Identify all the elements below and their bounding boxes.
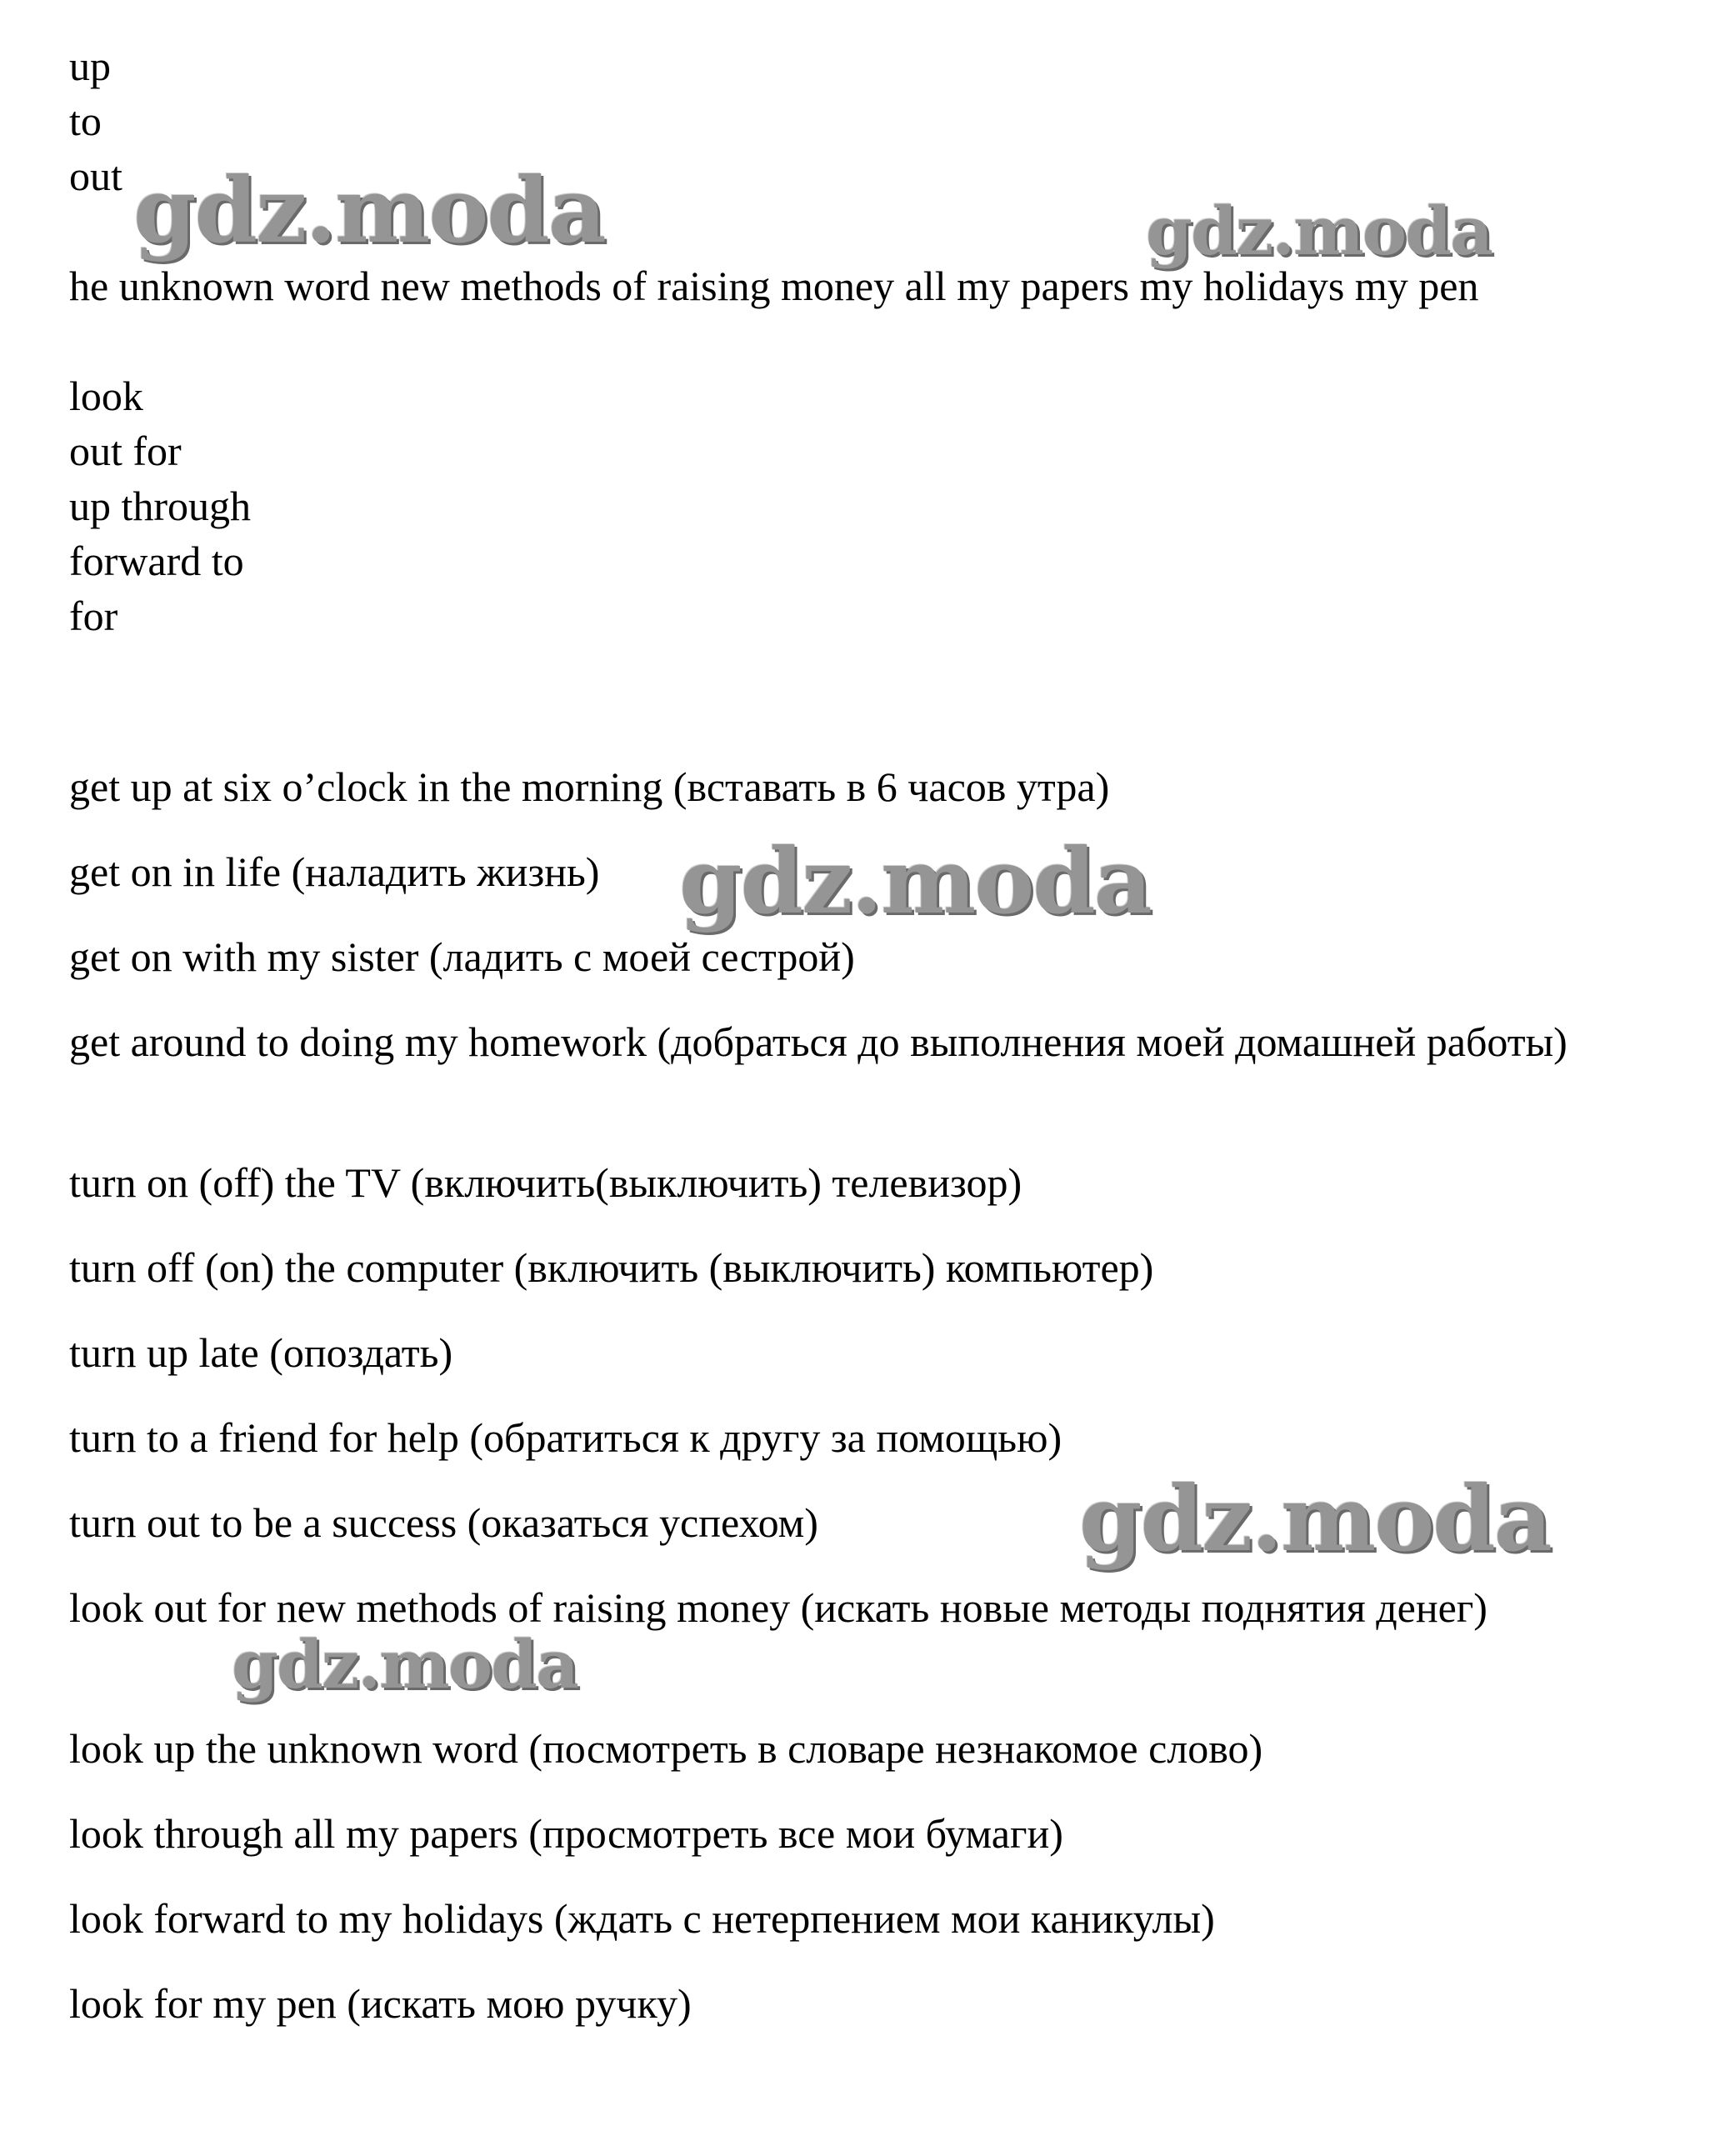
answer-line: look [69,373,143,419]
phrase-line: turn up late (опоздать) [69,1329,453,1376]
answer-line: out for [69,428,182,474]
phrase-line: look out for new methods of raising money (искать новые методы поднятия денег) [69,1584,1488,1631]
answer-line: up [69,43,111,89]
phrase-line: look up the unknown word (посмотреть в словаре незнакомое слово) [69,1725,1263,1772]
watermark-logo: gdz.moda [1146,192,1492,270]
phrase-line: turn on (off) the TV (включить(выключить) телевизор) [69,1159,1022,1206]
watermark-logo: gdz.moda [232,1625,578,1703]
phrase-line: look for my pen (искать мою ручку) [69,1980,692,2027]
answer-line: forward to [69,538,244,584]
phrase-line: get around to doing my homework (добраться до выполнения моей домашней работы) [69,1018,1568,1065]
answer-line: to [69,98,102,144]
phrase-line: turn off (on) the computer (включить (выключить) компьютер) [69,1244,1154,1291]
watermark-logo: gdz.moda [1079,1467,1551,1572]
phrase-line: turn to a friend for help (обратиться к другу за помощью) [69,1414,1062,1461]
answer-line: up through [69,483,252,529]
answer-line: he unknown word new methods of raising money all my papers my holidays my pen [69,263,1479,309]
answer-line: for [69,593,118,639]
watermark-logo: gdz.moda [679,829,1151,934]
watermark-logo: gdz.moda [133,158,605,263]
phrase-line: look through all my papers (просмотреть все мои бумаги) [69,1810,1063,1857]
phrase-line: look forward to my holidays (ждать с нетерпением мои каникулы) [69,1895,1215,1942]
phrase-line: get up at six o’clock in the morning (вставать в 6 часов утра) [69,763,1110,810]
phrase-line: get on with my sister (ладить с моей сестрой) [69,933,855,980]
phrase-line: get on in life (наладить жизнь) [69,848,600,895]
phrase-line: turn out to be a success (оказаться успехом) [69,1499,818,1546]
answer-line: out [69,153,122,199]
